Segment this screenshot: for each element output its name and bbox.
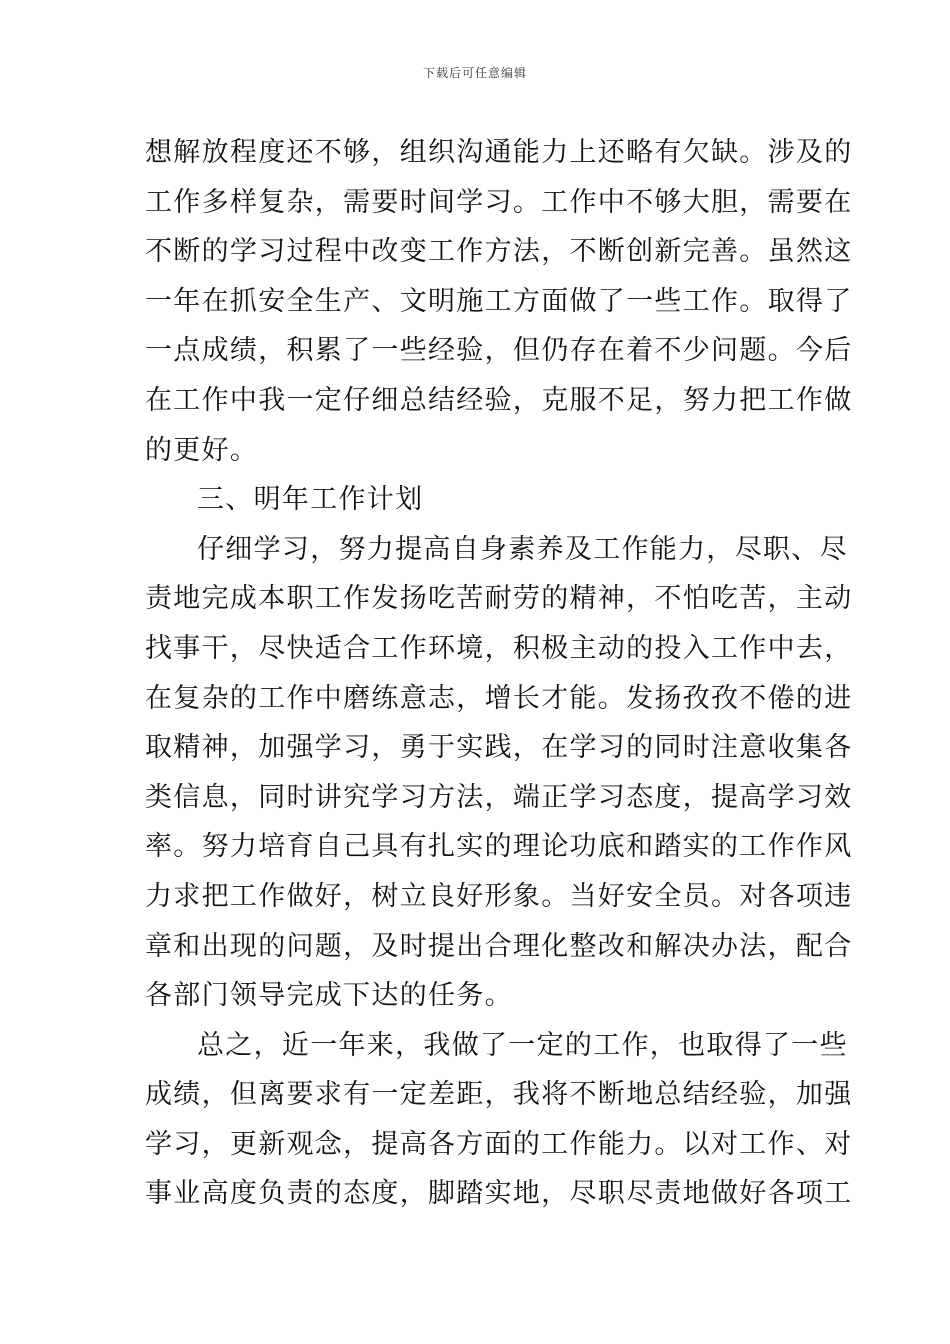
- text-line: 仔细学习，努力提高自身素养及工作能力，尽职、尽: [197, 533, 848, 565]
- text-line: 力求把工作做好，树立良好形象。当好安全员。对各项违: [145, 880, 853, 912]
- text-line: 找事干，尽快适合工作环境，积极主动的投入工作中去，: [145, 632, 853, 664]
- text-line: 不断的学习过程中改变工作方法，不断创新完善。虽然这: [145, 236, 853, 268]
- text-line: 总之，近一年来，我做了一定的工作，也取得了一些: [197, 1029, 848, 1061]
- text-line: 在复杂的工作中磨练意志，增长才能。发扬孜孜不倦的进: [145, 682, 853, 714]
- text-line: 在工作中我一定仔细总结经验，克服不足，努力把工作做: [145, 384, 853, 416]
- document-body: [145, 128, 853, 1219]
- text-line: 一年在抓安全生产、文明施工方面做了一些工作。取得了: [145, 285, 853, 317]
- text-line: 取精神，加强学习，勇于实践，在学习的同时注意收集各: [145, 732, 853, 764]
- text-line: 事业高度负责的态度，脚踏实地，尽职尽责地做好各项工: [145, 1178, 853, 1210]
- text-line: 的更好。: [145, 434, 259, 466]
- text-line: 一点成绩，积累了一些经验，但仍存在着不少问题。今后: [145, 335, 853, 367]
- text-line: 想解放程度还不够，组织沟通能力上还略有欠缺。涉及的: [145, 137, 853, 168]
- text-line: 工作多样复杂，需要时间学习。工作中不够大胆，需要在: [145, 186, 853, 218]
- text-line: 各部门领导完成下达的任务。: [145, 980, 513, 1012]
- text-line: 章和出现的问题，及时提出合理化整改和解决办法，配合: [145, 930, 853, 962]
- text-line: 类信息，同时讲究学习方法，端正学习态度，提高学习效: [145, 781, 853, 813]
- header-note: 下载后可任意编辑: [422, 66, 527, 80]
- section-heading: 三、明年工作计划: [197, 484, 424, 516]
- text-line: 成绩，但离要求有一定差距，我将不断地总结经验，加强: [145, 1079, 853, 1111]
- text-line: 学习，更新观念，提高各方面的工作能力。以对工作、对: [145, 1128, 853, 1160]
- text-line: 责地完成本职工作发扬吃苦耐劳的精神，不怕吃苦，主动: [145, 583, 853, 615]
- text-line: 率。努力培育自己具有扎实的理论功底和踏实的工作作风: [145, 831, 853, 863]
